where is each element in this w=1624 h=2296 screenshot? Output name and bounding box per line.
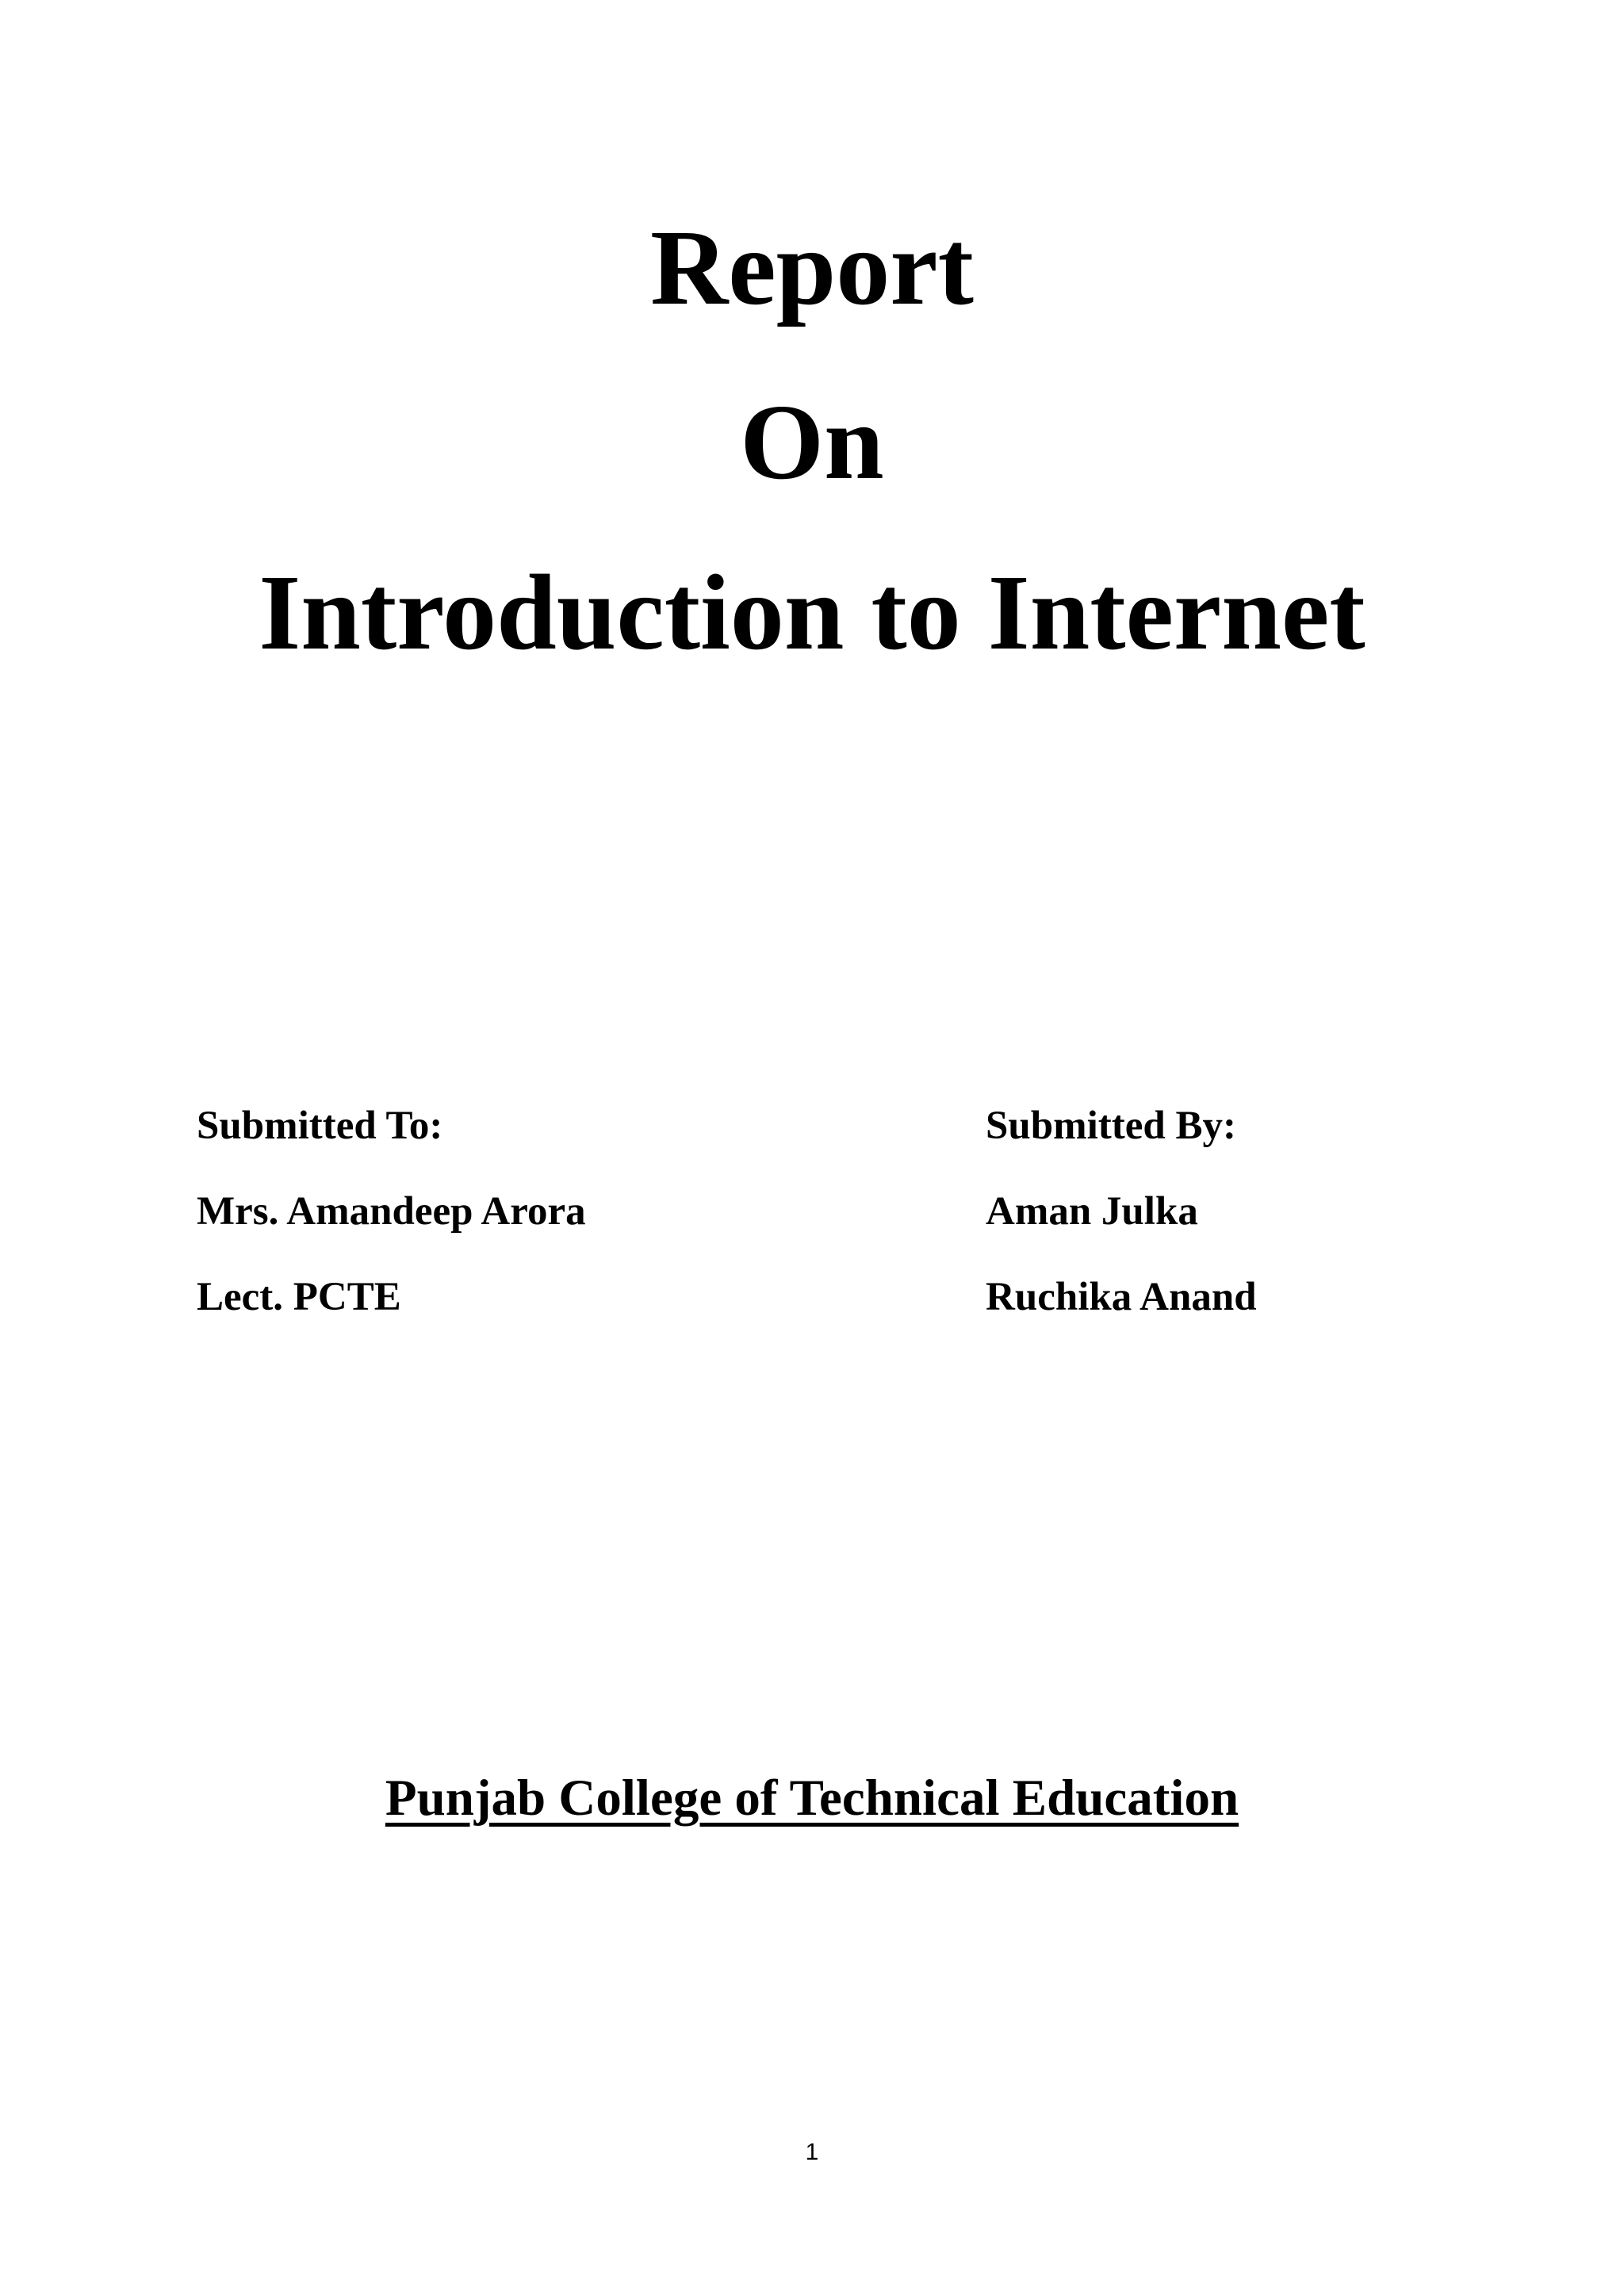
submitted-by-block [986,1106,1257,1363]
submitted-to-heading: Submitted To: [197,1104,443,1148]
supervisor-designation: Lect. PCTE [197,1275,401,1319]
submitted-to-block [197,1106,586,1363]
title-line-topic: Introduction to Internet [259,553,1365,672]
title-line-on: On [740,383,884,502]
title-line-report: Report [650,209,974,327]
institution-name: Punjab College of Technical Education [385,1770,1239,1827]
submitted-by-heading: Submitted By: [986,1104,1236,1148]
supervisor-name: Mrs. Amandeep Arora [197,1189,586,1234]
page-number: 1 [805,2139,819,2165]
student-name: Aman Julka [986,1189,1198,1234]
student-name: Ruchika Anand [986,1275,1257,1319]
